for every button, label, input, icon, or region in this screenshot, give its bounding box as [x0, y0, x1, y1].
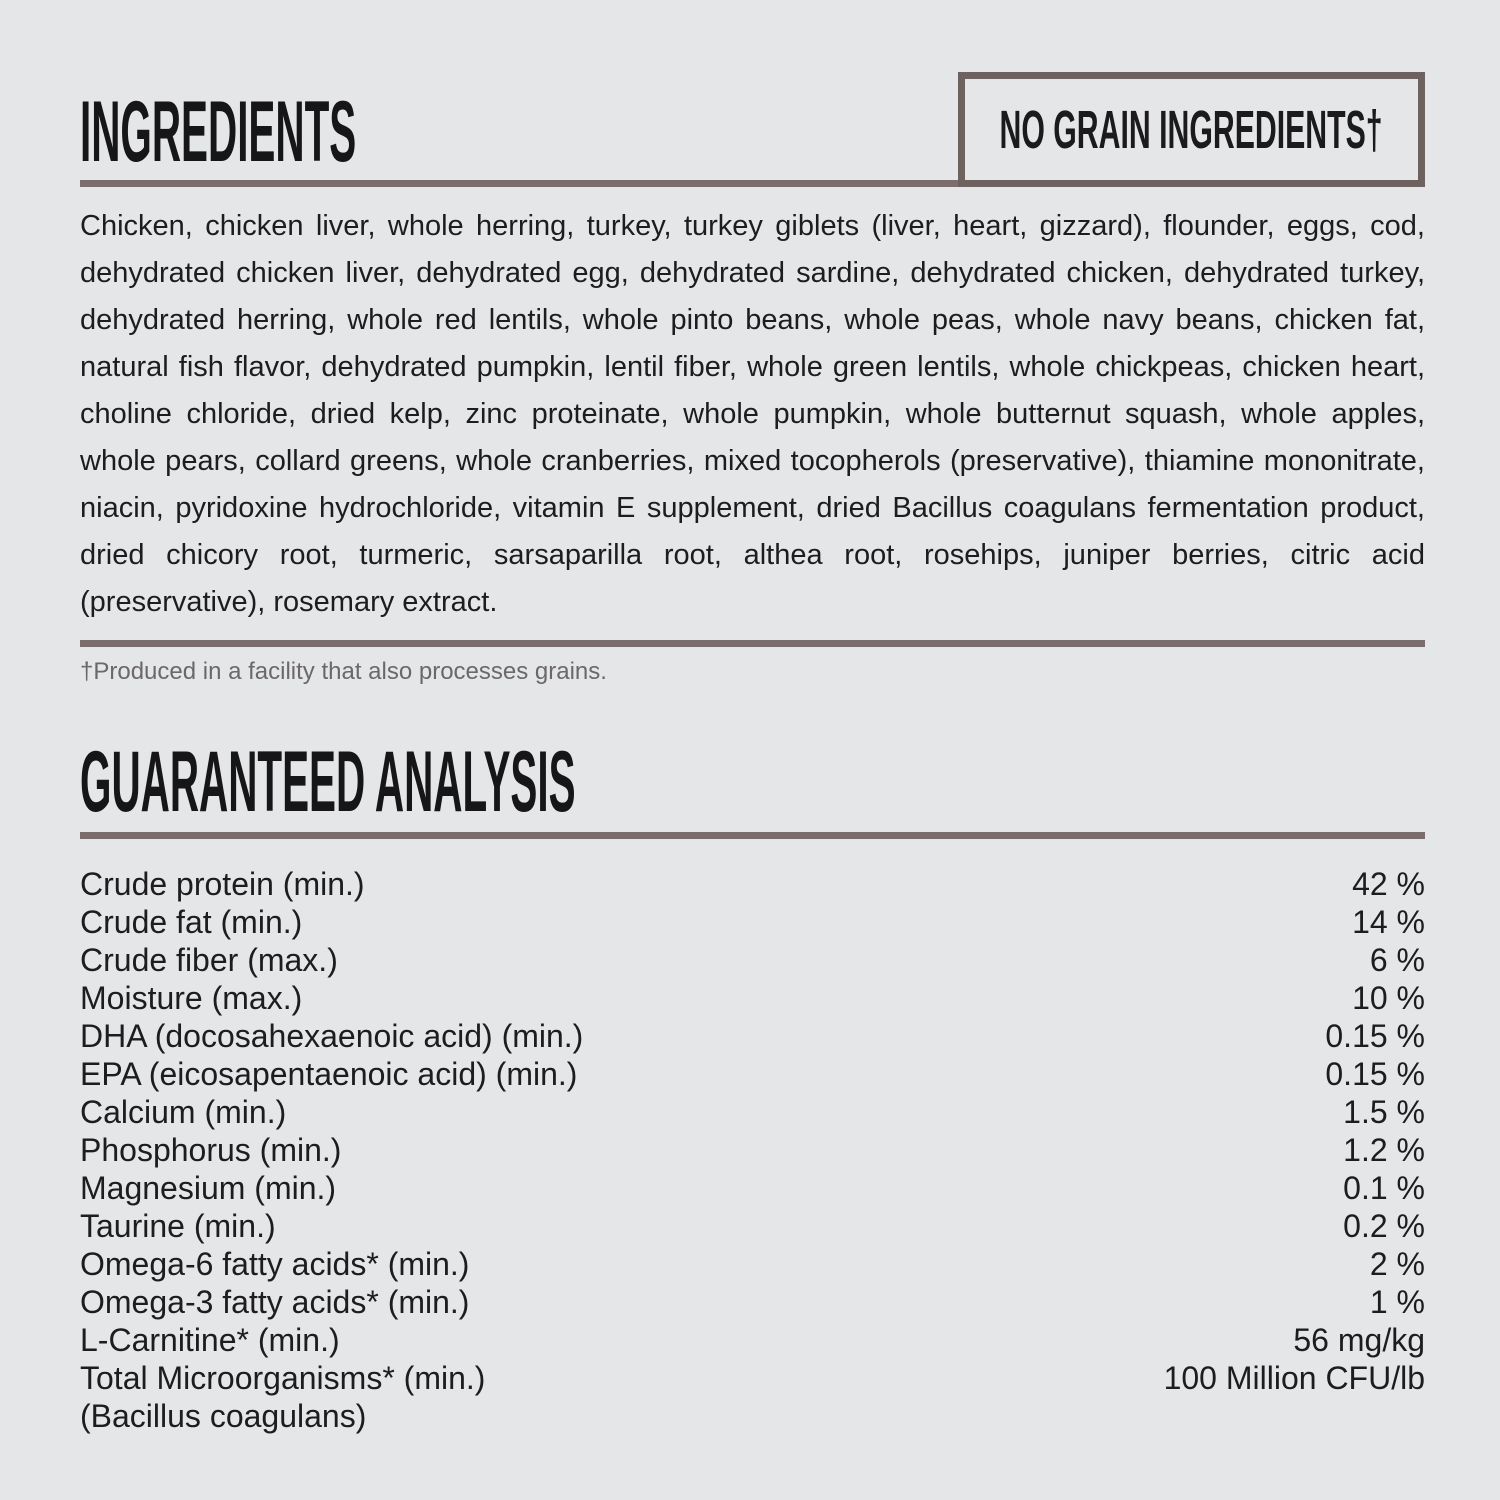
table-row	[80, 1397, 1425, 1435]
nutrient-label: Moisture (max.)	[80, 980, 303, 1016]
nutrient-label: Omega-6 fatty acids* (min.)	[80, 1246, 470, 1282]
guaranteed-analysis-title: GUARANTEED ANALYSIS	[80, 734, 576, 830]
ingredients-title: INGREDIENTS	[80, 84, 357, 180]
no-grain-badge-label: NO GRAIN INGREDIENTS†	[999, 99, 1384, 160]
nutrient-value: 6 %	[1369, 942, 1425, 978]
nutrient-value: 0.15 %	[1325, 1056, 1425, 1092]
table-row	[80, 903, 1425, 941]
nutrient-label: Omega-3 fatty acids* (min.)	[80, 1284, 470, 1320]
table-row	[80, 1017, 1425, 1055]
nutrient-label: Crude fat (min.)	[80, 904, 303, 940]
nutrient-label: L-Carnitine* (min.)	[80, 1322, 340, 1358]
guaranteed-analysis-header	[80, 729, 1425, 839]
nutrient-value: 10 %	[1352, 980, 1425, 1016]
nutrient-value: 56 mg/kg	[1293, 1322, 1425, 1358]
table-row	[80, 1245, 1425, 1283]
table-row	[80, 1169, 1425, 1207]
nutrient-value: 1 %	[1369, 1284, 1425, 1320]
table-row	[80, 941, 1425, 979]
nutrient-label: Crude fiber (max.)	[80, 942, 338, 978]
nutrient-value: 14 %	[1352, 904, 1425, 940]
table-row	[80, 1131, 1425, 1169]
table-row	[80, 1359, 1425, 1397]
nutrient-label: Total Microorganisms* (min.)	[80, 1360, 486, 1396]
nutrient-value: 2 %	[1369, 1246, 1425, 1282]
nutrient-label: (Bacillus coagulans)	[80, 1398, 367, 1434]
table-row	[80, 1055, 1425, 1093]
table-row	[80, 865, 1425, 903]
nutrient-label: DHA (docosahexaenoic acid) (min.)	[80, 1018, 584, 1054]
table-row	[80, 1207, 1425, 1245]
table-row	[80, 979, 1425, 1017]
nutrient-label: EPA (eicosapentaenoic acid) (min.)	[80, 1056, 578, 1092]
guaranteed-analysis-table	[80, 865, 1425, 1435]
nutrient-value: 0.2 %	[1343, 1208, 1425, 1244]
nutrient-label: Magnesium (min.)	[80, 1170, 337, 1206]
nutrient-value: 0.1 %	[1343, 1170, 1425, 1206]
nutrient-value: 1.5 %	[1343, 1094, 1425, 1130]
nutrient-label: Phosphorus (min.)	[80, 1132, 342, 1168]
table-row	[80, 1093, 1425, 1131]
nutrient-label: Crude protein (min.)	[80, 866, 365, 902]
ingredients-header	[80, 0, 1425, 187]
nutrient-value: 1.2 %	[1343, 1132, 1425, 1168]
nutrient-value: 42 %	[1352, 866, 1425, 902]
table-row	[80, 1321, 1425, 1359]
guaranteed-analysis-header-rule	[80, 832, 1425, 839]
nutrient-value: 0.15 %	[1325, 1018, 1425, 1054]
no-grain-badge	[958, 72, 1425, 187]
nutrient-label: Calcium (min.)	[80, 1094, 287, 1130]
grain-facility-footnote: †Produced in a facility that also processes grains.	[80, 658, 607, 685]
ingredients-list-text: Chicken, chicken liver, whole herring, turkey, turkey giblets (liver, heart, gizzard), flounder, eggs, cod, dehydrated chicken liver, dehydrated egg, dehydrated sardine, dehydrated chicken, dehydrated turkey, dehydrated herring, whole red lentils, whole pinto beans, whole peas, whole navy beans, chicken fat, natural fish flavor, dehydrated pumpkin, lentil fiber, whole green lentils, whole chickpeas, chicken heart, choline chloride, dried kelp, zinc proteinate, whole pumpkin, whole butternut squash, whole apples, whole pears, collard greens, whole cranberries, mixed tocopherols (preservative), thiamine mononitrate, niacin, pyridoxine hydrochloride, vitamin E supplement, dried Bacillus coagulans fermentation product, dried chicory root, turmeric, sarsaparilla root, althea root, rosehips, juniper berries, citric acid (preservative), rosemary extract.	[80, 210, 1425, 618]
nutrient-label: Taurine (min.)	[80, 1208, 276, 1244]
nutrient-value: 100 Million CFU/lb	[1163, 1360, 1425, 1396]
footnote-divider-rule	[80, 640, 1425, 647]
table-row	[80, 1283, 1425, 1321]
